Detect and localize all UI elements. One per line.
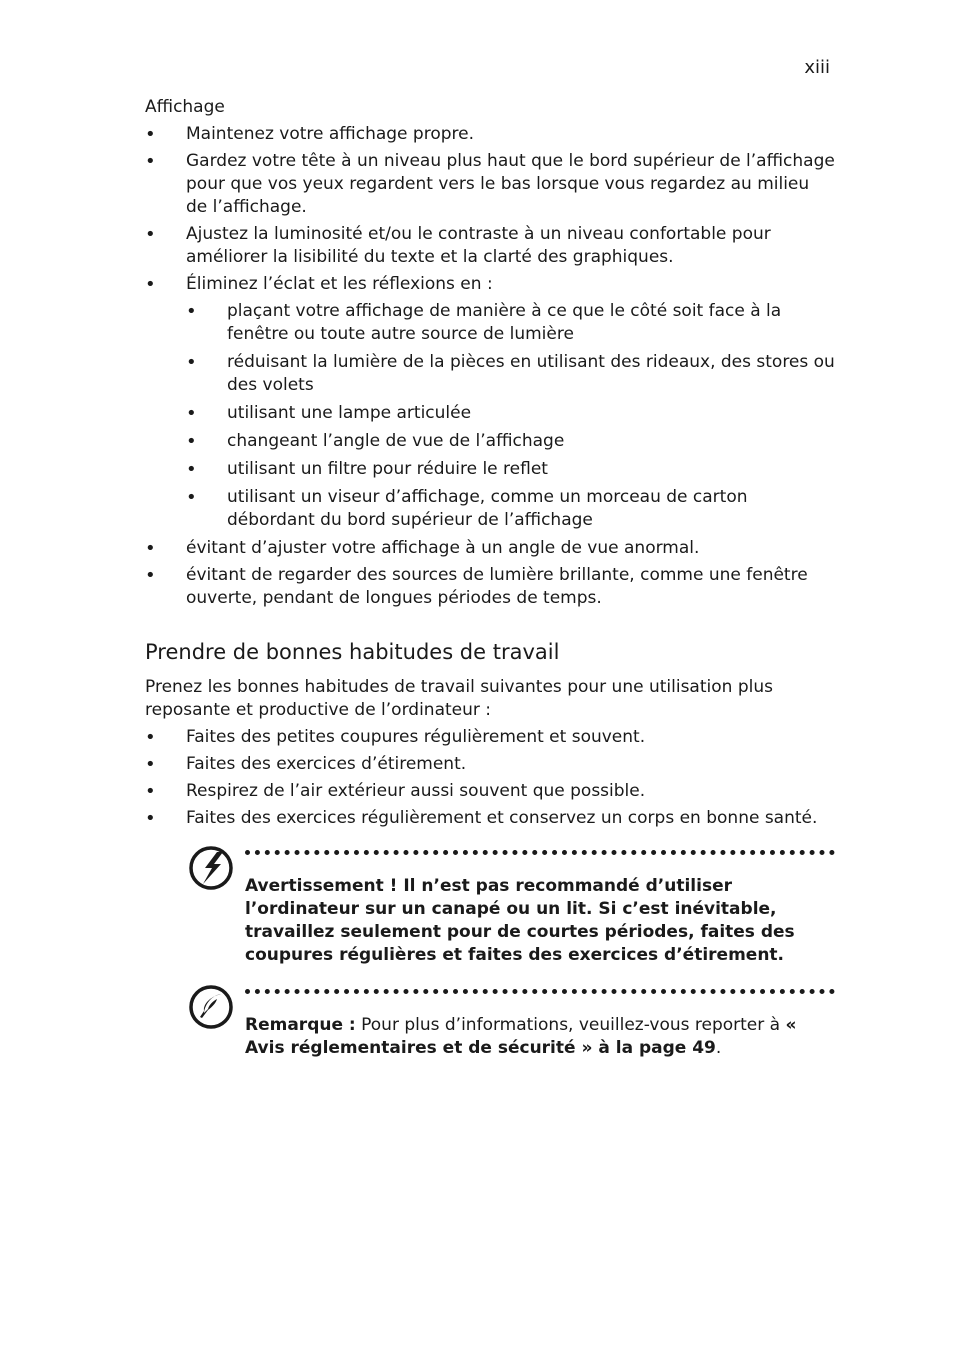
list-item: • évitant de regarder des sources de lumière brillante, comme une fenêtre ouverte, pendant de longues périodes de temps.: [145, 564, 835, 610]
sub-list-item: • réduisant la lumière de la pièces en utilisant des rideaux, des stores ou des volets: [186, 351, 835, 397]
note-link[interactable]: « Avis réglementaires et de sécurité » à la page 49: [245, 1015, 797, 1058]
list-item: • Gardez votre tête à un niveau plus haut que le bord supérieur de l’affichage pour que vos yeux regardent vers le bas lorsque vous regardez au milieu de l’affichage.: [145, 150, 835, 219]
section-label-display: Affichage: [145, 97, 225, 117]
divider: [245, 989, 835, 998]
warning-text: Avertissement ! Il n’est pas recommandé d’utiliser l’ordinateur sur un canapé ou un lit. Si c’est inévitable, travaillez seulement pour de courtes périodes, faites des coupures régulières et faites des exercices d’étirement.: [245, 876, 795, 965]
warning-callout: [145, 850, 835, 967]
list-item: • Faites des petites coupures régulièrement et souvent.: [145, 726, 835, 749]
glare-sublist: [186, 300, 835, 532]
note-body: Pour plus d’informations, veuillez-vous reporter à: [355, 1015, 786, 1035]
sub-list-item: • utilisant un filtre pour réduire le reflet: [186, 458, 835, 481]
section-intro: Prenez les bonnes habitudes de travail suivantes pour une utilisation plus reposante et productive de l’ordinateur :: [145, 677, 773, 720]
list-item: [145, 273, 835, 532]
sub-list-item: • changeant l’angle de vue de l’affichage: [186, 430, 835, 453]
list-item: • Maintenez votre affichage propre.: [145, 123, 835, 146]
list-item-text: Éliminez l’éclat et les réflexions en :: [186, 274, 493, 294]
divider: [245, 850, 835, 859]
note-end: .: [715, 1038, 722, 1058]
list-item: • évitant d’ajuster votre affichage à un angle de vue anormal.: [145, 537, 835, 560]
sub-list-item: • plaçant votre affichage de manière à ce que le côté soit face à la fenêtre ou toute autre source de lumière: [186, 300, 835, 346]
sub-list-item: • utilisant une lampe articulée: [186, 402, 835, 425]
sub-list-item: • utilisant un viseur d’affichage, comme un morceau de carton débordant du bord supérieur de l’affichage: [186, 486, 835, 532]
note-text: [245, 1014, 835, 1060]
habits-list: [145, 726, 835, 830]
note-pen-icon: [187, 983, 235, 1031]
list-item: • Ajustez la luminosité et/ou le contraste à un niveau confortable pour améliorer la lisibilité du texte et la clarté des graphiques.: [145, 223, 835, 269]
list-item: • Faites des exercices régulièrement et conservez un corps en bonne santé.: [145, 807, 835, 830]
note-callout: [145, 989, 835, 1060]
list-item: • Respirez de l’air extérieur aussi souvent que possible.: [145, 780, 835, 803]
section-heading: Prendre de bonnes habitudes de travail: [145, 640, 560, 664]
page-content: [145, 96, 835, 1060]
warning-lightning-icon: [187, 844, 235, 892]
page-number: xiii: [804, 57, 830, 78]
list-item: • Faites des exercices d’étirement.: [145, 753, 835, 776]
display-list: [145, 123, 835, 610]
note-label: Remarque :: [245, 1015, 356, 1035]
